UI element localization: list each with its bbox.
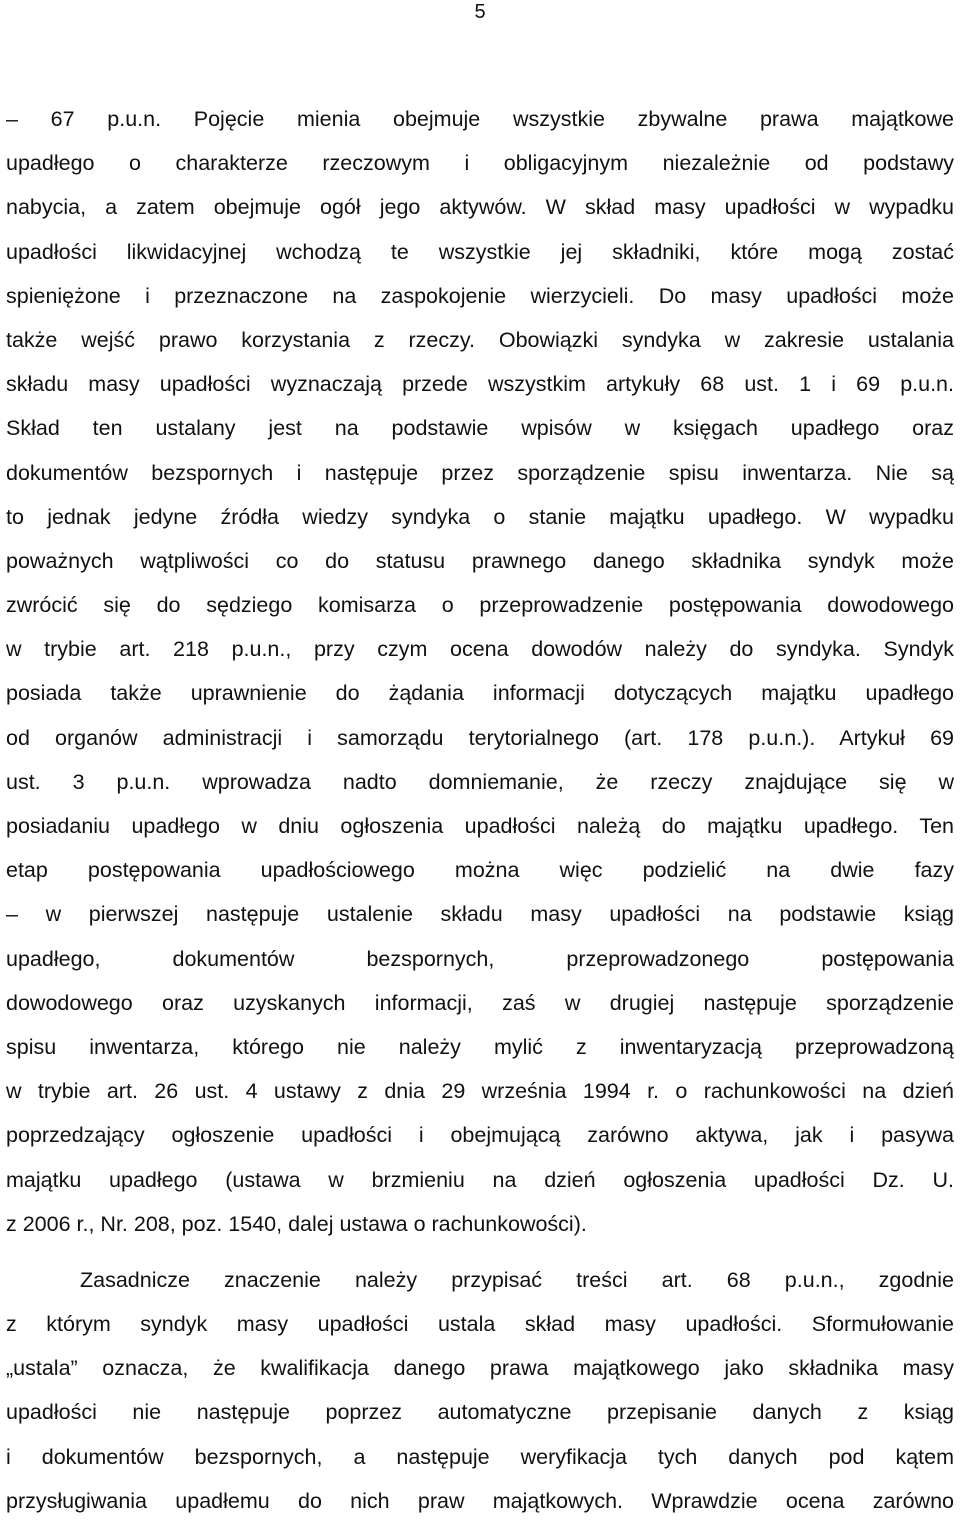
text-line: posiadaniu upadłego w dniu ogłoszenia upadłości należą do majątku upadłego. Ten [6,814,954,838]
text-line: nabycia, a zatem obejmuje ogół jego aktywów. W skład masy upadłości w wypadku [6,195,954,220]
text-line: posiada także uprawnienie do żądania informacji dotyczących majątku upadłego [6,681,954,706]
paragraph-spacer [6,1246,954,1258]
text-line: w trybie art. 218 p.u.n., przy czym ocena dowodów należy do syndyka. Syndyk [6,637,954,662]
text-line: Skład ten ustalany jest na podstawie wpisów w księgach upadłego oraz [6,416,954,441]
text-line: upadłego o charakterze rzeczowym i obligacyjnym niezależnie od podstawy [6,151,954,176]
text-line: zwrócić się do sędziego komisarza o przeprowadzenie postępowania dowodowego [6,593,954,618]
text-line: etap postępowania upadłościowego można więc podzielić na dwie fazy [6,858,954,883]
text-line: to jednak jedyne źródła wiedzy syndyka o stanie majątku upadłego. W wypadku [6,504,954,529]
text-line: poprzedzający ogłoszenie upadłości i obejmującą zarówno aktywa, jak i pasywa [6,1123,954,1148]
text-line: spisu inwentarza, którego nie należy mylić z inwentaryzacją przeprowadzoną [6,1034,954,1059]
text-line: Zasadnicze znaczenie należy przypisać treści art. 68 p.u.n., zgodnie [80,1267,954,1292]
text-line: i dokumentów bezspornych, a następuje weryfikacja tych danych pod kątem [6,1444,954,1469]
text-line: w trybie art. 26 ust. 4 ustawy z dnia 29 września 1994 r. o rachunkowości na dzień [6,1079,954,1104]
text-line: z którym syndyk masy upadłości ustala skład masy upadłości. Sformułowanie [6,1312,954,1337]
text-line: upadłego, dokumentów bezspornych, przeprowadzonego postępowania [6,946,954,971]
text-line: upadłości likwidacyjnej wchodzą te wszystkie jej składniki, które mogą zostać [6,239,954,264]
paragraph-1 [6,97,954,1246]
text-line: od organów administracji i samorządu terytorialnego (art. 178 p.u.n.). Artykuł 69 [6,725,954,750]
text-line: – w pierwszej następuje ustalenie składu masy upadłości na podstawie ksiąg [6,902,954,927]
text-line: dowodowego oraz uzyskanych informacji, zaś w drugiej następuje sporządzenie [6,990,954,1015]
text-line: także wejść prawo korzystania z rzeczy. Obowiązki syndyka w zakresie ustalania [6,327,954,352]
text-line: dokumentów bezspornych i następuje przez sporządzenie spisu inwentarza. Nie są [6,460,954,485]
page-number: 5 [474,1,486,23]
document-body [6,97,954,1523]
text-line: poważnych wątpliwości co do statusu prawnego danego składnika syndyk może [6,548,954,573]
text-line: spieniężone i przeznaczone na zaspokojenie wierzycieli. Do masy upadłości może [6,283,954,308]
text-line: majątku upadłego (ustawa w brzmieniu na dzień ogłoszenia upadłości Dz. U. [6,1167,954,1192]
text-line: „ustala” oznacza, że kwalifikacja danego prawa majątkowego jako składnika masy [6,1356,954,1381]
text-line: z 2006 r., Nr. 208, poz. 1540, dalej ustawa o rachunkowości). [6,1211,587,1236]
text-line: upadłości nie następuje poprzez automatyczne przepisanie danych z ksiąg [6,1400,954,1425]
text-line: ust. 3 p.u.n. wprowadza nadto domniemanie, że rzeczy znajdujące się w [6,769,954,794]
text-line: składu masy upadłości wyznaczają przede wszystkim artykuły 68 ust. 1 i 69 p.u.n. [6,372,954,397]
paragraph-2 [6,1258,954,1523]
text-line: – 67 p.u.n. Pojęcie mienia obejmuje wszystkie zbywalne prawa majątkowe [6,107,954,131]
text-line: przysługiwania upadłemu do nich praw majątkowych. Wprawdzie ocena zarówno [6,1488,954,1513]
